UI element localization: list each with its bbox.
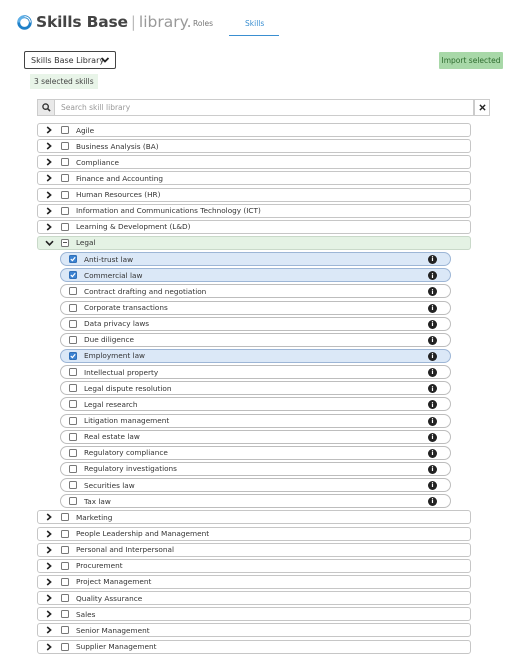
info-icon[interactable]: i xyxy=(428,271,437,280)
skill-checkbox[interactable] xyxy=(69,304,77,312)
skill-item-intellectual-property[interactable] xyxy=(60,365,451,379)
tab-roles[interactable]: Roles xyxy=(193,19,214,28)
skills-base-logo-icon xyxy=(17,15,32,30)
category-checkbox[interactable] xyxy=(61,142,69,150)
category-label: Business Analysis (BA) xyxy=(76,141,159,151)
skill-checkbox[interactable] xyxy=(69,271,77,279)
skill-label: Employment law xyxy=(84,351,146,361)
category-row-finance-and-accounting[interactable] xyxy=(37,171,471,185)
category-checkbox[interactable] xyxy=(61,239,69,247)
category-label: Sales xyxy=(76,609,96,619)
brand-suffix: library. xyxy=(138,13,192,31)
category-checkbox[interactable] xyxy=(61,158,69,166)
skill-item-due-diligence[interactable] xyxy=(60,333,451,347)
skill-checkbox[interactable] xyxy=(69,352,77,360)
category-checkbox[interactable] xyxy=(61,530,69,538)
skill-item-anti-trust-law[interactable] xyxy=(60,252,451,266)
category-row-procurement[interactable] xyxy=(37,559,471,573)
skill-label: Litigation management xyxy=(84,416,170,426)
category-label: Agile xyxy=(76,125,95,135)
selected-count-badge: 3 selected skills xyxy=(30,74,98,89)
skill-label: Legal research xyxy=(84,399,138,409)
category-row-supplier-management[interactable] xyxy=(37,640,471,654)
skill-label: Securities law xyxy=(84,480,135,490)
skill-checkbox[interactable] xyxy=(69,465,77,473)
category-label: Learning & Development (L&D) xyxy=(76,222,191,232)
info-icon[interactable]: i xyxy=(428,384,437,393)
info-icon[interactable]: i xyxy=(428,304,437,313)
skill-checkbox[interactable] xyxy=(69,255,77,263)
skill-item-employment-law[interactable] xyxy=(60,349,451,363)
info-icon[interactable]: i xyxy=(428,255,437,264)
skill-item-corporate-transactions[interactable] xyxy=(60,301,451,315)
skill-checkbox[interactable] xyxy=(69,417,77,425)
skill-checkbox[interactable] xyxy=(69,449,77,457)
chevron-right-icon[interactable] xyxy=(44,545,54,555)
category-checkbox[interactable] xyxy=(61,578,69,586)
chevron-right-icon[interactable] xyxy=(44,593,54,603)
skill-checkbox[interactable] xyxy=(69,400,77,408)
chevron-right-icon[interactable] xyxy=(44,190,54,200)
import-selected-button[interactable]: Import selected xyxy=(439,52,503,69)
skill-label: Regulatory compliance xyxy=(84,448,168,458)
skill-label: Legal dispute resolution xyxy=(84,383,172,393)
skill-item-legal-dispute-resolution[interactable] xyxy=(60,381,451,395)
chevron-right-icon[interactable] xyxy=(44,577,54,587)
skill-item-regulatory-compliance[interactable] xyxy=(60,446,451,460)
category-row-human-resources-hr[interactable] xyxy=(37,188,471,202)
category-label: Personal and Interpersonal xyxy=(76,545,175,555)
chevron-right-icon[interactable] xyxy=(44,642,54,652)
chevron-right-icon[interactable] xyxy=(44,125,54,135)
info-icon[interactable]: i xyxy=(428,352,437,361)
category-label: Supplier Management xyxy=(76,642,157,651)
skill-item-securities-law[interactable] xyxy=(60,478,451,492)
skill-checkbox[interactable] xyxy=(69,497,77,505)
skill-label: Intellectual property xyxy=(84,367,159,377)
category-row-people-leadership-and-management[interactable] xyxy=(37,527,471,541)
category-label: Quality Assurance xyxy=(76,593,143,603)
category-row-agile[interactable] xyxy=(37,123,471,137)
category-row-personal-and-interpersonal[interactable] xyxy=(37,543,471,557)
skill-item-litigation-management[interactable] xyxy=(60,414,451,428)
category-checkbox[interactable] xyxy=(61,223,69,231)
category-checkbox[interactable] xyxy=(61,643,69,651)
chevron-right-icon[interactable] xyxy=(44,625,54,635)
close-icon xyxy=(479,104,486,111)
skill-label: Due diligence xyxy=(84,335,135,345)
skill-item-data-privacy-laws[interactable] xyxy=(60,317,451,331)
category-checkbox[interactable] xyxy=(61,191,69,199)
category-children xyxy=(60,252,451,508)
info-icon[interactable]: i xyxy=(428,481,437,490)
skill-label: Contract drafting and negotiation xyxy=(84,286,207,296)
search-input[interactable] xyxy=(55,101,455,115)
chevron-right-icon[interactable] xyxy=(44,512,54,522)
skill-checkbox[interactable] xyxy=(69,320,77,328)
chevron-right-icon[interactable] xyxy=(44,529,54,539)
clear-search-button[interactable] xyxy=(474,99,490,116)
brand-logo xyxy=(17,13,192,31)
category-row-information-and-communications-technology-ict[interactable] xyxy=(37,204,471,218)
search-box xyxy=(37,99,474,116)
brand-separator: | xyxy=(130,13,136,31)
chevron-right-icon[interactable] xyxy=(44,222,54,232)
category-checkbox[interactable] xyxy=(61,546,69,554)
chevron-right-icon[interactable] xyxy=(44,609,54,619)
category-checkbox[interactable] xyxy=(61,126,69,134)
skill-label: Anti-trust law xyxy=(84,254,134,264)
skill-label: Commercial law xyxy=(84,270,143,280)
category-checkbox[interactable] xyxy=(61,626,69,634)
chevron-right-icon[interactable] xyxy=(44,173,54,183)
info-icon[interactable]: i xyxy=(428,497,437,506)
chevron-right-icon[interactable] xyxy=(44,141,54,151)
info-icon[interactable]: i xyxy=(428,400,437,409)
skill-item-contract-drafting-and-negotiation[interactable] xyxy=(60,284,451,298)
info-icon[interactable]: i xyxy=(428,433,437,442)
chevron-right-icon[interactable] xyxy=(44,157,54,167)
category-checkbox[interactable] xyxy=(61,610,69,618)
category-label: Project Management xyxy=(76,577,152,587)
skill-item-legal-research[interactable] xyxy=(60,397,451,411)
category-row-project-management[interactable] xyxy=(37,575,471,589)
search-icon-container xyxy=(38,100,55,115)
category-label: Procurement xyxy=(76,561,123,571)
category-row-business-analysis-ba[interactable] xyxy=(37,139,471,153)
category-row-learning-and-development-landd[interactable] xyxy=(37,220,471,234)
skill-checkbox[interactable] xyxy=(69,287,77,295)
info-icon[interactable]: i xyxy=(428,417,437,426)
info-icon[interactable]: i xyxy=(428,320,437,329)
category-label: Finance and Accounting xyxy=(76,173,164,183)
info-icon[interactable]: i xyxy=(428,336,437,345)
skill-item-real-estate-law[interactable] xyxy=(60,430,451,444)
active-tab-indicator xyxy=(229,35,279,36)
skill-checkbox[interactable] xyxy=(69,384,77,392)
skill-checkbox[interactable] xyxy=(69,433,77,441)
skill-checkbox[interactable] xyxy=(69,481,77,489)
skill-item-commercial-law[interactable] xyxy=(60,268,451,282)
skill-library-tree xyxy=(37,123,471,656)
skill-label: Corporate transactions xyxy=(84,303,168,313)
category-checkbox[interactable] xyxy=(61,207,69,215)
category-checkbox[interactable] xyxy=(61,513,69,521)
category-checkbox[interactable] xyxy=(61,174,69,182)
skill-label: Regulatory investigations xyxy=(84,464,177,474)
info-icon[interactable]: i xyxy=(428,287,437,296)
category-label: Information and Communications Technology (ICT) xyxy=(76,206,261,216)
category-label: People Leadership and Management xyxy=(76,529,210,539)
brand-name: Skills Base xyxy=(36,13,128,31)
category-checkbox[interactable] xyxy=(61,594,69,602)
category-row-marketing[interactable] xyxy=(37,510,471,524)
category-row-sales[interactable] xyxy=(37,607,471,621)
info-icon[interactable]: i xyxy=(428,368,437,377)
skill-label: Real estate law xyxy=(84,432,140,442)
library-select-value: Skills Base Library xyxy=(31,55,105,65)
chevron-right-icon[interactable] xyxy=(44,206,54,216)
info-icon[interactable]: i xyxy=(428,449,437,458)
category-row-legal[interactable] xyxy=(37,236,471,250)
info-icon[interactable]: i xyxy=(428,465,437,474)
tab-skills[interactable]: Skills xyxy=(245,19,265,28)
category-label: Senior Management xyxy=(76,625,150,635)
skill-item-tax-law[interactable] xyxy=(60,494,451,508)
category-label: Marketing xyxy=(76,512,113,522)
category-label: Human Resources (HR) xyxy=(76,190,161,200)
skill-checkbox[interactable] xyxy=(69,368,77,376)
skill-item-regulatory-investigations[interactable] xyxy=(60,462,451,476)
category-checkbox[interactable] xyxy=(61,562,69,570)
search-icon xyxy=(42,103,51,112)
chevron-down-icon[interactable] xyxy=(44,238,54,248)
library-select[interactable] xyxy=(24,51,116,69)
category-label: Compliance xyxy=(76,157,119,167)
category-row-quality-assurance[interactable] xyxy=(37,591,471,605)
category-row-senior-management[interactable] xyxy=(37,623,471,637)
skill-label: Data privacy laws xyxy=(84,319,150,329)
chevron-down-icon xyxy=(100,55,110,65)
skill-label: Tax law xyxy=(84,496,111,506)
category-label: Legal xyxy=(76,238,96,248)
skill-checkbox[interactable] xyxy=(69,336,77,344)
category-row-compliance[interactable] xyxy=(37,155,471,169)
chevron-right-icon[interactable] xyxy=(44,561,54,571)
